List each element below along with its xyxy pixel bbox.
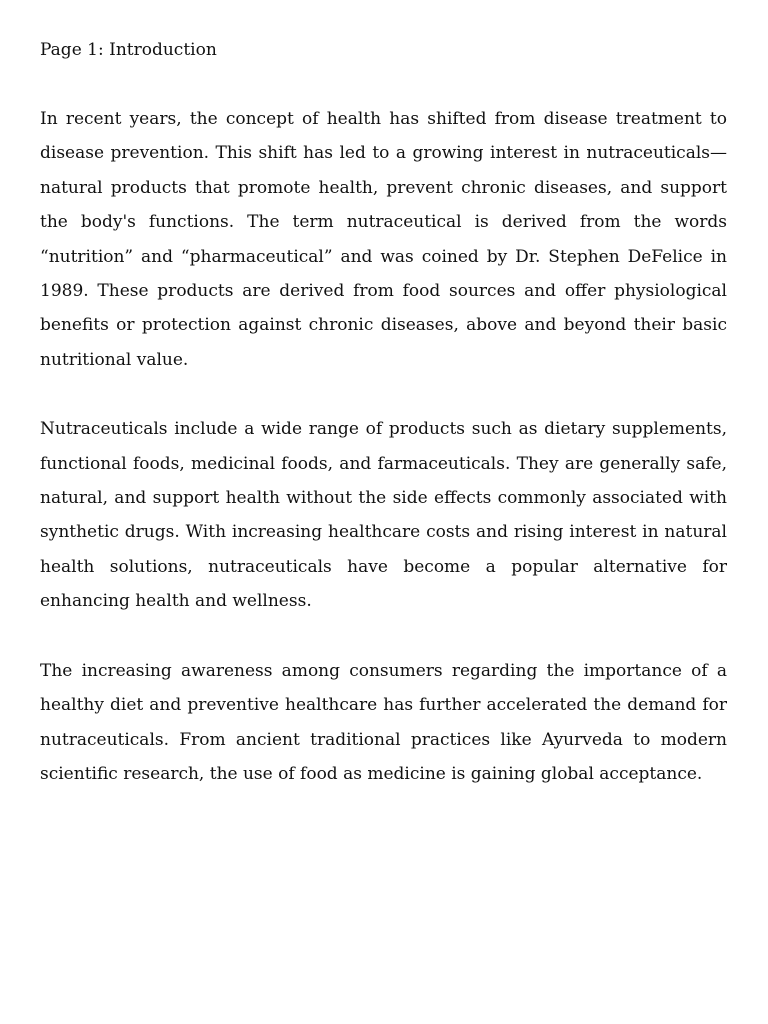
paragraph-health-shift: In recent years, the concept of health has shifted from disease treatment to disease prevention. This shift has led to a growing interest in nutraceuticals—natural products that promote health, prevent chronic diseases, and support the body's functions. The term nutraceutical is derived from the words “nutrition” and “pharmaceutical” and was coined by Dr. Stephen DeFelice in 1989. These products are derived from food sources and offer physiological benefits or protection against chronic diseases, above and beyond their basic nutritional value.: [40, 109, 727, 370]
paragraph-nutraceutical-range: Nutraceuticals include a wide range of products such as dietary supplements, functional foods, medicinal foods, and farmaceuticals. They are generally safe, natural, and support health without the side effects commonly associated with synthetic drugs. With increasing healthcare costs and rising interest in natural health solutions, nutraceuticals have become a popular alternative for enhancing health and wellness.: [40, 419, 727, 612]
document-page: [40, 33, 727, 791]
page-heading: Page 1: Introduction: [40, 40, 217, 60]
paragraph-consumer-awareness: The increasing awareness among consumers regarding the importance of a healthy diet and preventive healthcare has further accelerated the demand for nutraceuticals. From ancient traditional practices like Ayurveda to modern scientific research, the use of food as medicine is gaining global acceptance.: [40, 660, 727, 784]
